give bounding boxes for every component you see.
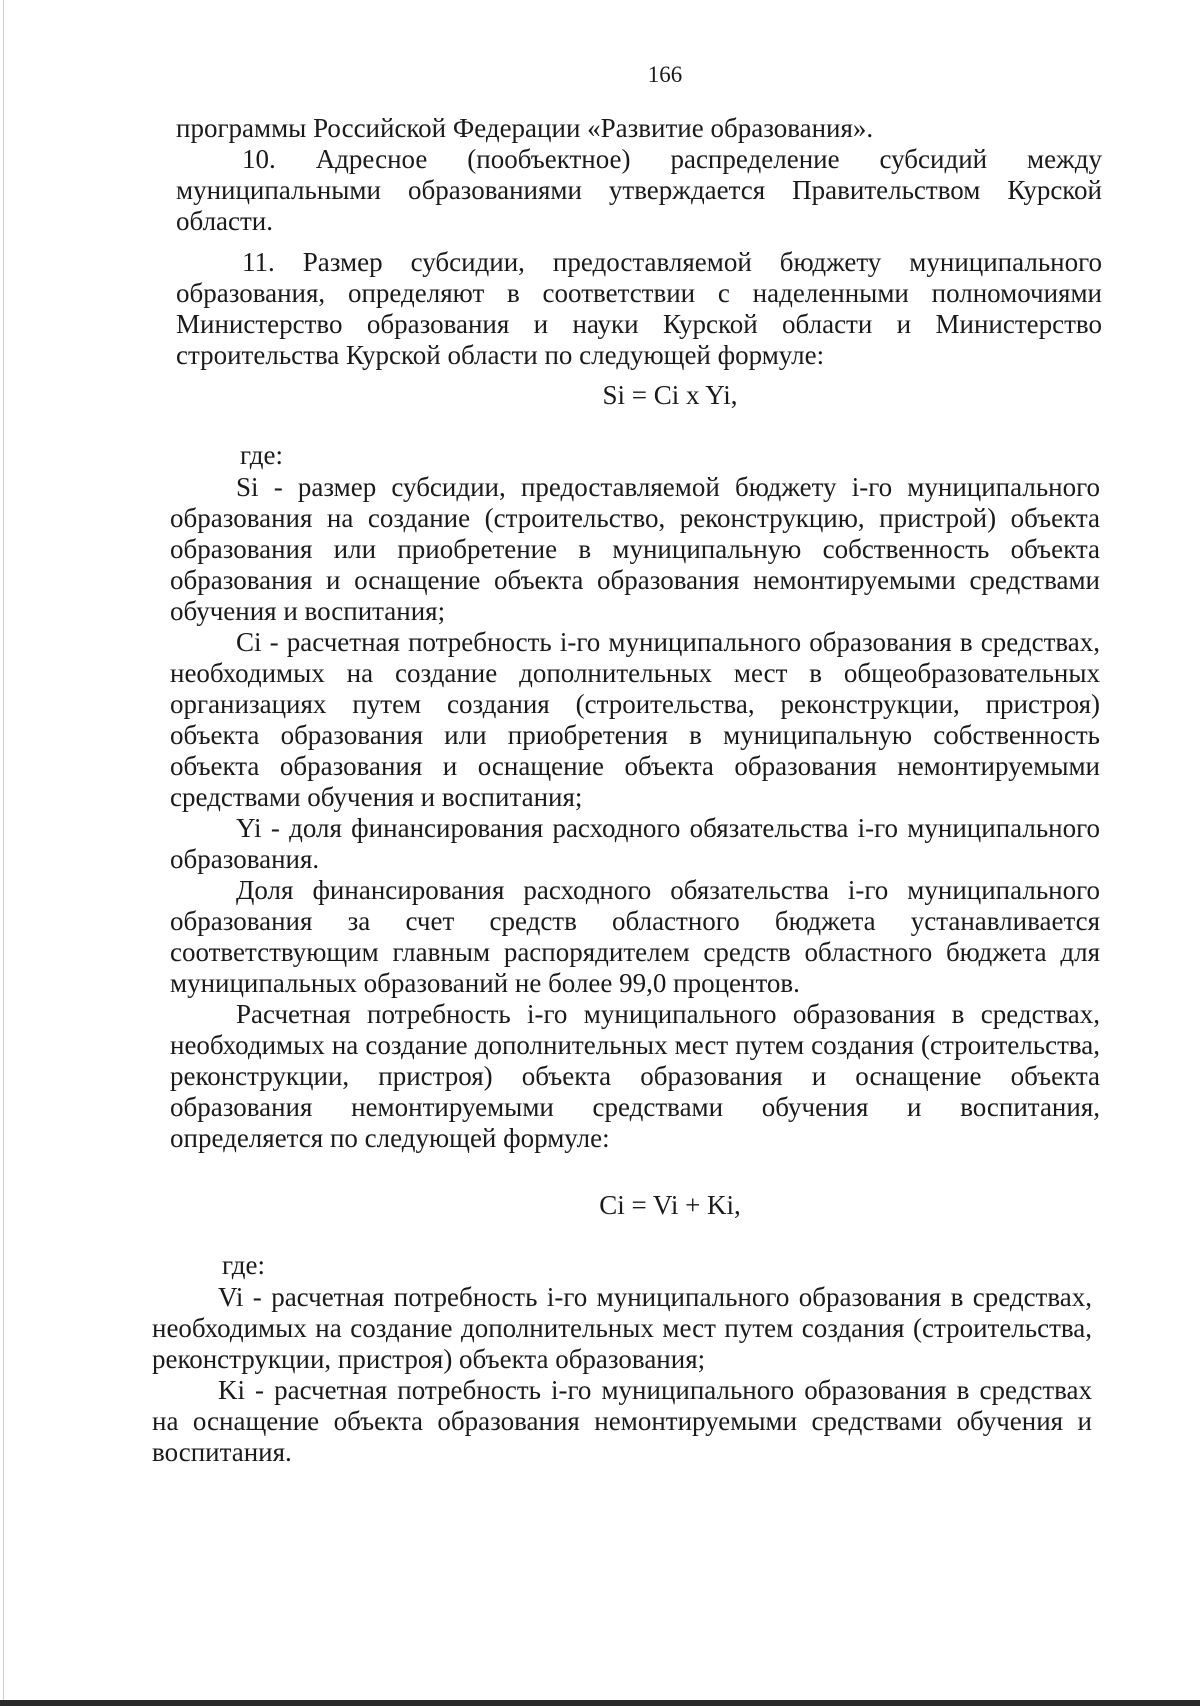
definition-si: Si - размер субсидии, предоставляемой бюджету i-го муниципального образования на создание (строительство, реконструкцию, пристрой) объекта образования или приобретение в муниципальную собственность объекта образования и оснащение объекта образования немонтируемыми средствами обучения и воспитания;: [170, 472, 1100, 626]
paragraph-10: 10. Адресное (пообъектное) распределение субсидий между муниципальными образованиями утверждается Правительством Курской области.: [176, 144, 1102, 236]
where-label-2: где:: [222, 1250, 265, 1280]
text-block-1: [176, 113, 1102, 371]
paragraph-share-financing: Доля финансирования расходного обязательства i-го муниципального образования за счет средств областного бюджета устанавливается соответствующим главным распорядителем средств областного бюджета для муниципальных образований не более 99,0 процентов.: [170, 875, 1100, 998]
where-label-1: где:: [240, 440, 283, 470]
definition-ki: Ki - расчетная потребность i-го муниципального образования в средствах на оснащение объекта образования немонтируемыми средствами обучения и воспитания.: [152, 1375, 1092, 1467]
paragraph-calculated-need: Расчетная потребность i-го муниципального образования в средствах, необходимых на создание дополнительных мест путем создания (строительства, реконструкции, пристроя) объекта образования и оснащение объекта образования немонтируемыми средствами обучения и воспитания, определяется по следующей формуле:: [170, 999, 1100, 1153]
formula-si: Si = Ci x Yi,: [602, 380, 738, 410]
scan-bottom-edge: [0, 1700, 1200, 1706]
text-block-3: [152, 1282, 1092, 1468]
definition-ci: Ci - расчетная потребность i-го муниципального образования в средствах, необходимых на создание дополнительных мест в общеобразовательных организациях путем создания (строительства, реконструкции, пристроя) объекта образования или приобретения в муниципальную собственность объекта образования и оснащение объекта образования немонтируемыми средствами обучения и воспитания;: [170, 627, 1100, 812]
paragraph-11: 11. Размер субсидии, предоставляемой бюджету муниципального образования, определяют в соответствии с наделенными полномочиями Министерство образования и науки Курской области и Министерство строительства Курской области по следующей формуле:: [176, 247, 1102, 370]
page-number: 166: [647, 62, 683, 87]
text-block-2: [170, 472, 1100, 1154]
definition-yi: Yi - доля финансирования расходного обязательства i-го муниципального образования.: [170, 813, 1100, 874]
definition-vi: Vi - расчетная потребность i-го муниципального образования в средствах, необходимых на создание дополнительных мест путем создания (строительства, реконструкции, пристроя) объекта образования;: [152, 1282, 1092, 1374]
scan-left-edge: [3, 0, 4, 1706]
paragraph-program-name: программы Российской Федерации «Развитие образования».: [176, 113, 874, 143]
formula-ci: Ci = Vi + Ki,: [599, 1190, 741, 1220]
